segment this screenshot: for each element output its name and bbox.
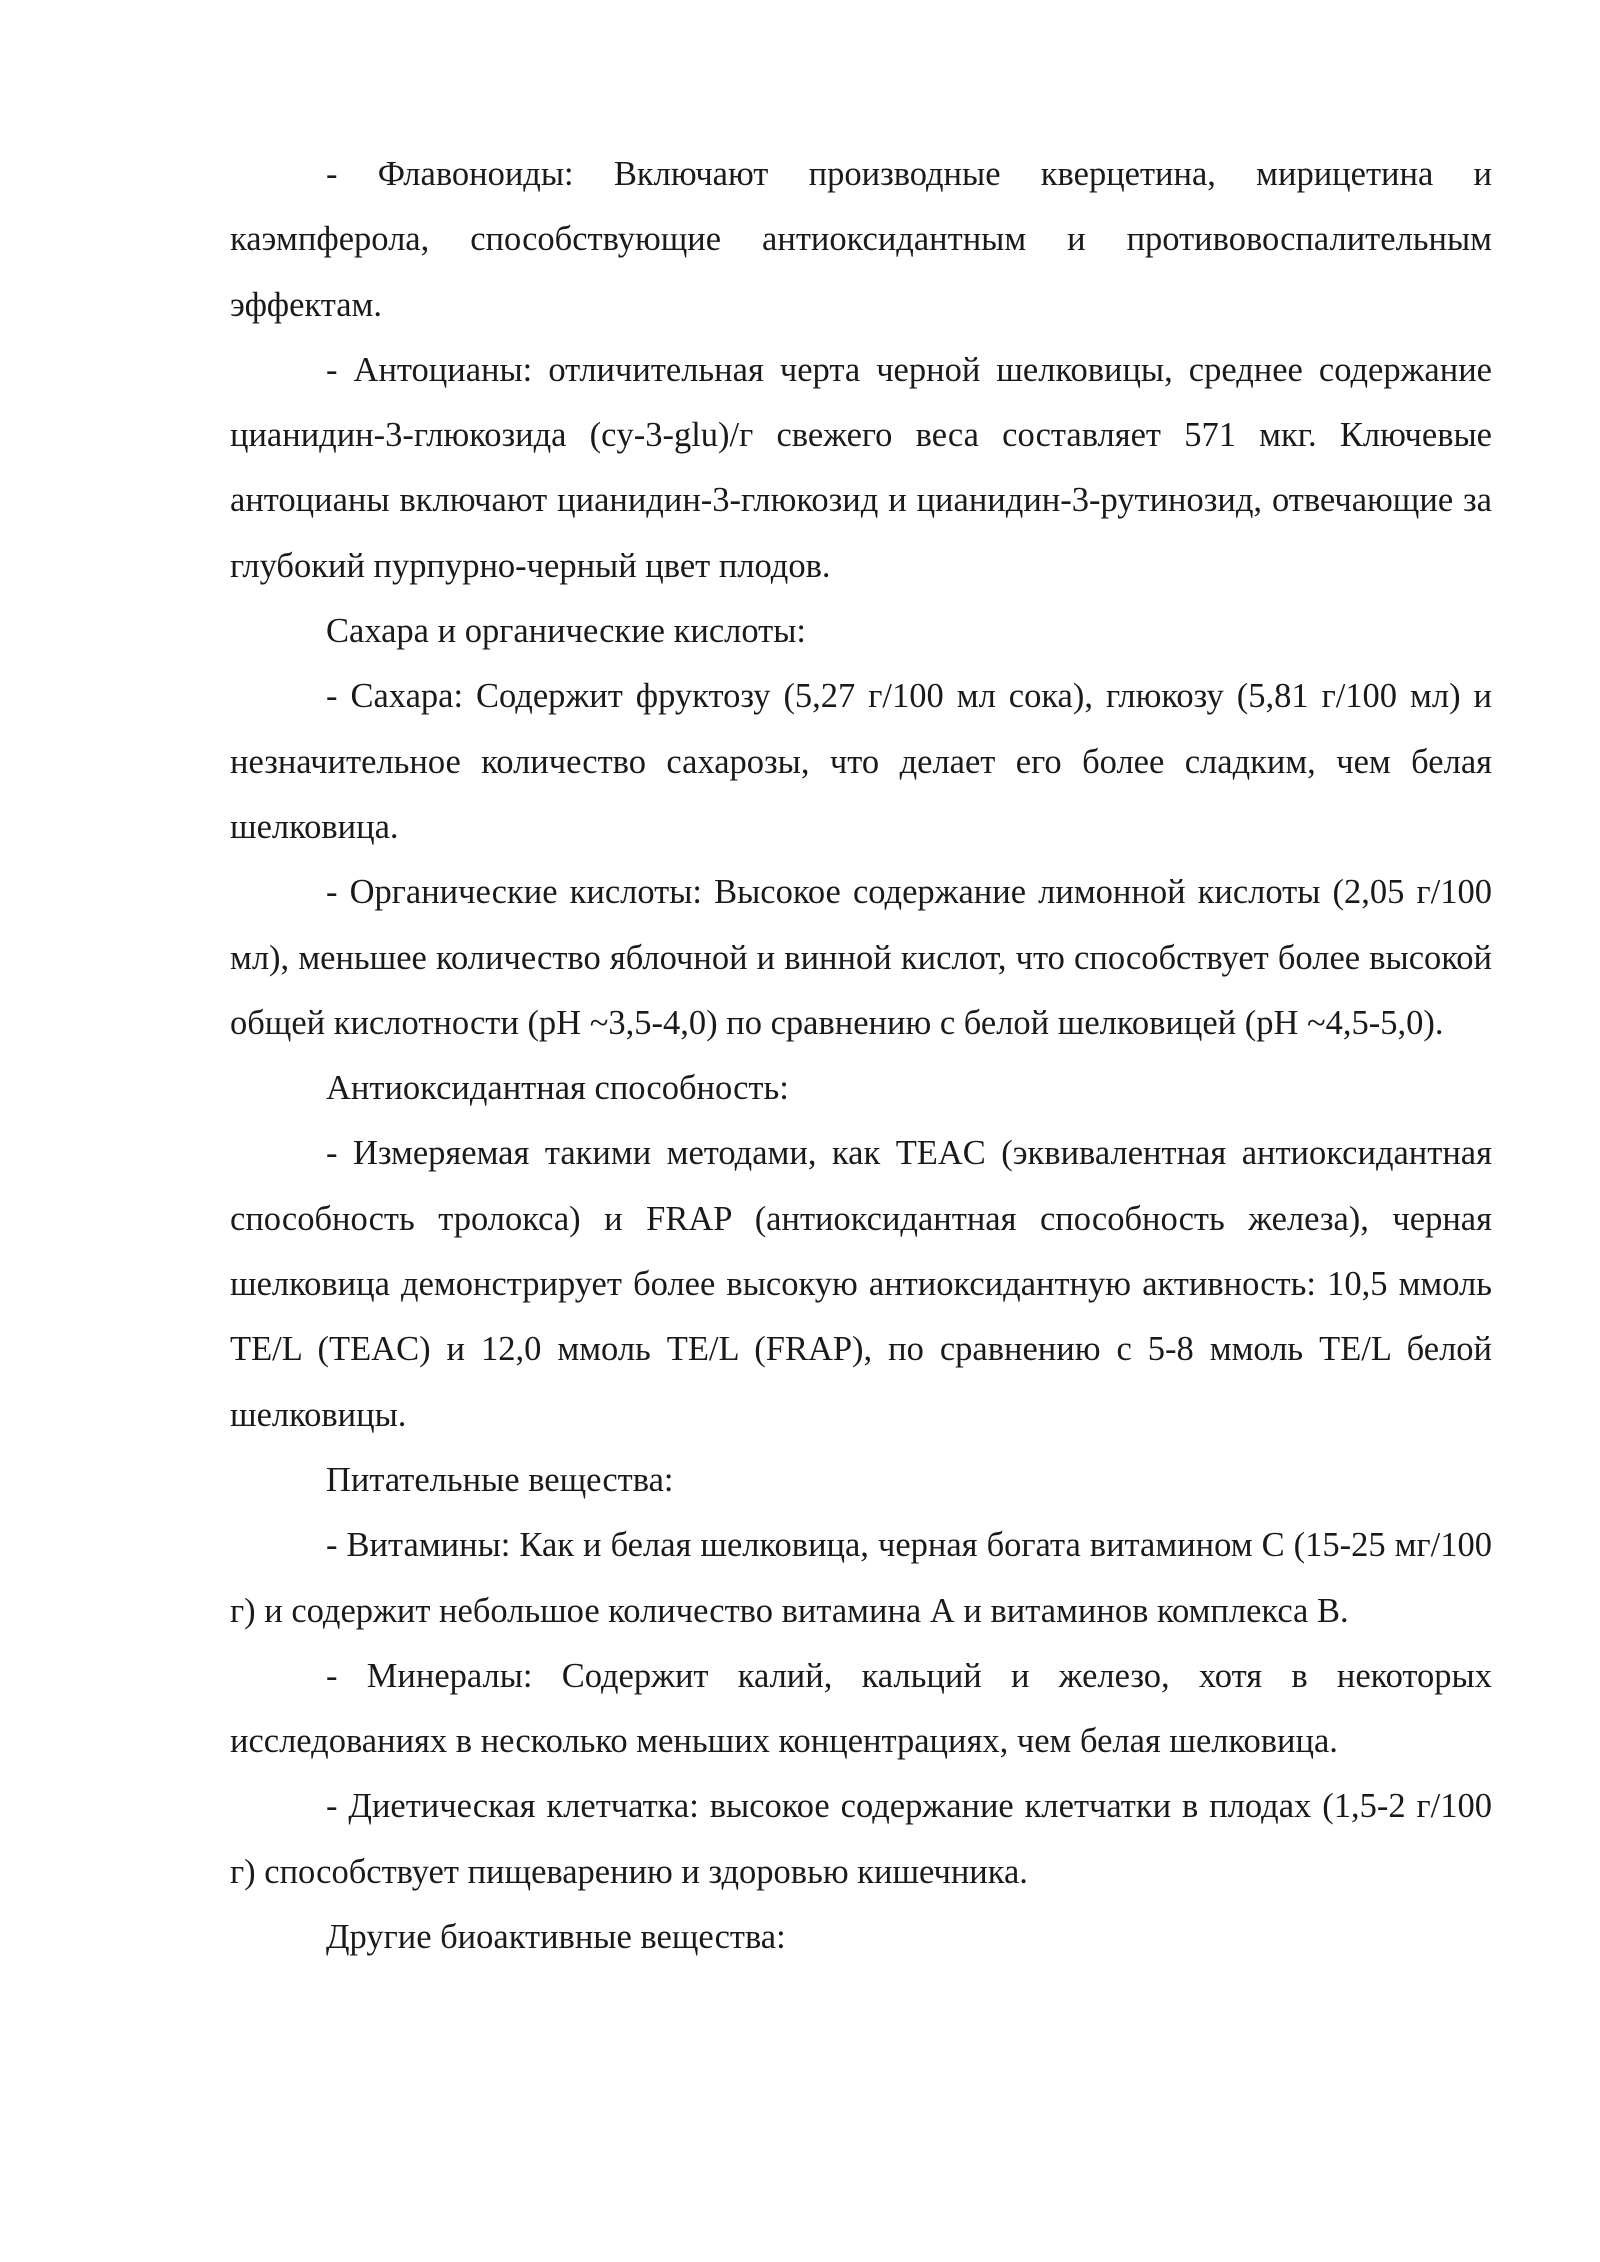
paragraph-vitamins: - Витамины: Как и белая шелковица, черная богата витамином С (15-25 мг/100 г) и содержит небольшое количество витамина А и витаминов комплекса В. [230,1526,1492,1630]
paragraph-organic-acids: - Органические кислоты: Высокое содержание лимонной кислоты (2,05 г/100 мл), меньшее количество яблочной и винной кислот, что способствует более высокой общей кислотности (pH ~3,5-4,0) по сравнению с белой шелковицей (pH ~4,5-5,0). [230,873,1492,1042]
section-heading-antioxidant: Антиоксидантная способность: [326,1069,789,1108]
paragraph-flavonoids: - Флавоноиды: Включают производные кверцетина, мирицетина и каэмпферола, способствующие антиоксидантным и противовоспалительным эффектам. [230,155,1492,324]
paragraph-anthocyanins: - Антоцианы: отличительная черта черной шелковицы, среднее содержание цианидин-3-глюкозида (cy-3-glu)/г свежего веса составляет 571 мкг. Ключевые антоцианы включают цианидин-3-глюкозид и цианидин-3-рутинозид, отвечающие за глубокий пурпурно-черный цвет плодов. [230,350,1492,585]
paragraph-antioxidant-capacity: - Измеряемая такими методами, как TEAC (эквивалентная антиоксидантная способность тролокса) и FRAP (антиоксидантная способность железа), черная шелковица демонстрирует более высокую антиоксидантную активность: 10,5 ммоль TE/L (TEAC) и 12,0 ммоль TE/L (FRAP), по сравнению с 5-8 ммоль TE/L белой шелковицы. [230,1134,1492,1434]
section-heading-bioactive: Другие биоактивные вещества: [326,1918,786,1957]
paragraph-minerals: - Минералы: Содержит калий, кальций и железо, хотя в некоторых исследованиях в несколько меньших концентрациях, чем белая шелковица. [230,1656,1492,1761]
section-heading-sugars-acids: Сахара и органические кислоты: [326,612,806,651]
section-heading-nutrients: Питательные вещества: [326,1460,674,1499]
document-body [230,142,1492,1970]
paragraph-dietary-fiber: - Диетическая клетчатка: высокое содержание клетчатки в плодах (1,5-2 г/100 г) способствует пищеварению и здоровью кишечника. [230,1787,1492,1891]
paragraph-sugars: - Сахара: Содержит фруктозу (5,27 г/100 мл сока), глюкозу (5,81 г/100 мл) и незначительное количество сахарозы, что делает его более сладким, чем белая шелковица. [230,677,1492,846]
